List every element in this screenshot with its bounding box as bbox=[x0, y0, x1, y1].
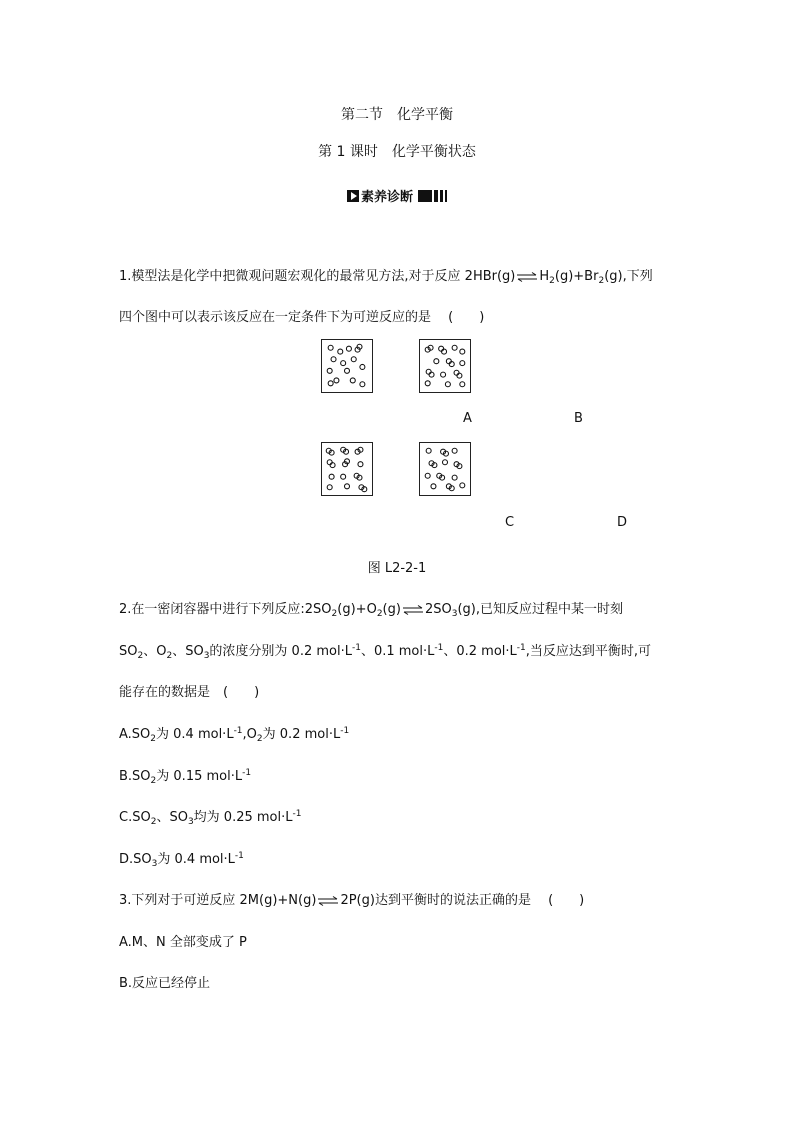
molecules-icon bbox=[322, 443, 372, 495]
q2-line2: $SO_2$、$O_2$、$SO_3$的浓度分别为 0.2 $mol\cdot L^{-1}$、0.1 $mol\cdot L^{-1}$、0.2 $mol\cdot L^{-1}$,当反应达到平衡时,可 bbox=[119, 643, 652, 661]
molecules-icon bbox=[322, 340, 372, 392]
figure-box-d bbox=[419, 442, 471, 496]
q2-option-a: $A.SO_2$为 0.4 $mol\cdot L^{-1},O_2$为 0.2 $mol\cdot L^{-1}$ bbox=[119, 726, 350, 744]
label-c: C bbox=[505, 515, 515, 530]
bars-icon bbox=[418, 190, 447, 202]
equilibrium-arrow-icon bbox=[516, 272, 538, 282]
play-icon bbox=[347, 190, 359, 202]
molecules-icon bbox=[420, 443, 470, 495]
molecules-icon bbox=[420, 340, 470, 392]
figure-box-c bbox=[321, 442, 373, 496]
section-title: 第二节 化学平衡 bbox=[341, 107, 453, 123]
label-a: A bbox=[463, 411, 472, 426]
figure-box-b bbox=[419, 339, 471, 393]
figure-box-a bbox=[321, 339, 373, 393]
equilibrium-arrow-icon bbox=[317, 896, 339, 906]
equilibrium-arrow-icon bbox=[402, 605, 424, 615]
q2-option-d: $D.SO_3$为 0.4 $mol\cdot L^{-1}$ bbox=[119, 851, 244, 869]
badge-label: 素养诊断 bbox=[360, 190, 413, 205]
q1-line2: 四个图中可以表示该反应在一定条件下为可逆反应的是 ( ) bbox=[119, 310, 485, 325]
figure-caption: 图 L2-2-1 bbox=[367, 561, 427, 576]
lesson-title: 第 1 课时 化学平衡状态 bbox=[318, 144, 476, 160]
q3-option-a: A.M、N 全部变成了 P bbox=[119, 935, 247, 950]
q2-option-c: $C.SO_2$、$SO_3$均为 0.25 $mol\cdot L^{-1}$ bbox=[119, 809, 302, 827]
q2-line3: 能存在的数据是 ( ) bbox=[119, 685, 260, 700]
q3-line1: 3.下列对于可逆反应 2M(g)+N(g) 2P(g)达到平衡时的说法正确的是 ( ) bbox=[119, 893, 585, 908]
q2-option-b: $B.SO_2$为 0.15 $mol\cdot L^{-1}$ bbox=[119, 768, 252, 786]
q1-line1: 1.模型法是化学中把微观问题宏观化的最常见方法,对于反应 2HBr(g) $H_2(g)+Br_2(g)$,下列 bbox=[119, 269, 653, 286]
diagnosis-badge bbox=[0, 186, 794, 206]
q2-line1: 2.在一密闭容器中进行下列反应$:2SO_2(g)+O_2(g)$ $2SO_3(g)$,已知反应过程中某一时刻 bbox=[119, 602, 623, 619]
q3-option-b: B.反应已经停止 bbox=[119, 976, 211, 991]
label-d: D bbox=[617, 515, 628, 530]
label-b: B bbox=[574, 411, 583, 426]
